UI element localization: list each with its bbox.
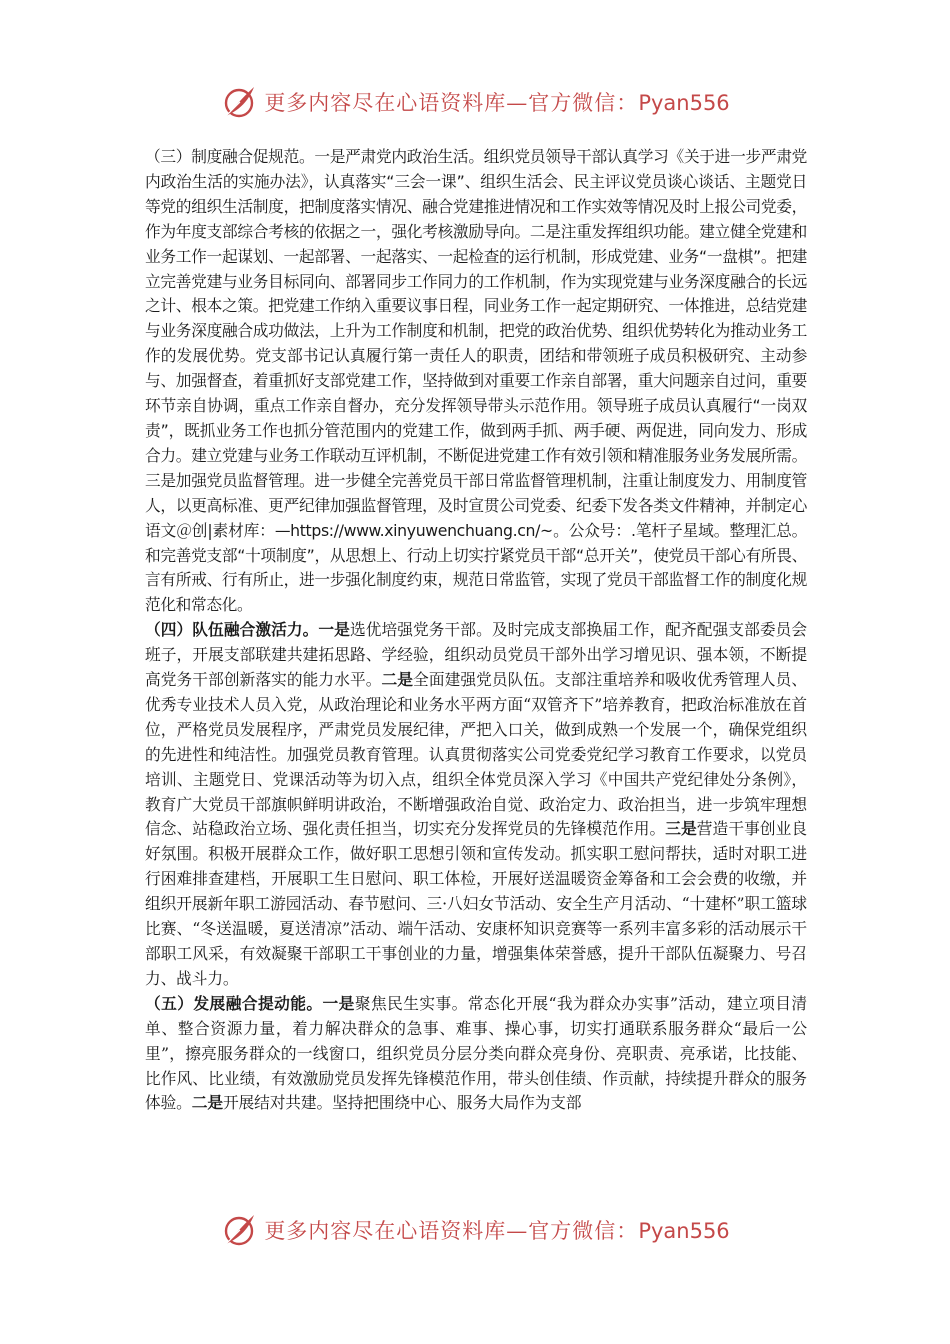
section-4-text-1: 选优培强党务干部。及时完成支部换届工作，配齐配强支部委员会班子，开展支部联建共建拓思路、学经验，组织动员党员干部外出学习增见识、强本领，不断提高党务干部创新落实的能力水平。: [145, 620, 807, 690]
keyword: 二是: [191, 1093, 223, 1113]
keyword: 三是: [665, 819, 697, 839]
wechat-id: Pyan556: [638, 1219, 730, 1243]
banner-text: 更多内容尽在心语资料库—官方微信：Pyan556: [264, 1219, 730, 1243]
document-body: [145, 145, 807, 1116]
section-4-paragraph: [145, 618, 807, 992]
section-5-text-2: 开展结对共建。坚持把围绕中心、服务大局作为支部: [222, 1093, 582, 1113]
banner-text: 更多内容尽在心语资料库—官方微信：Pyan556: [264, 91, 730, 115]
wechat-id: Pyan556: [638, 91, 730, 115]
section-5-text-1: 聚焦民生实事。常态化开展“我为群众办实事”活动，建立项目清单、整合资源力量，着力解决群众的急事、难事、操心事，切实打通联系服务群众“最后一公里”，擦亮服务群众的一线窗口，组织党员分层分类向群众亮身份、亮职责、亮承诺，比技能、比作风、比业绩，有效激励党员发挥先锋模范作用，带头创佳绩、作贡献，持续提升群众的服务体验。: [145, 993, 807, 1113]
keyword: 二是: [381, 670, 414, 690]
section-5-paragraph: [145, 992, 807, 1117]
header-watermark-banner: [0, 80, 950, 124]
feather-quill-logo-icon: [220, 82, 260, 122]
section-4-heading: （四）队伍融合激活力。: [145, 620, 319, 640]
keyword: 一是: [318, 620, 350, 640]
footer-watermark-banner: [0, 1208, 950, 1252]
section-5-heading: （五）发展融合提动能。: [145, 993, 323, 1013]
section-4-text-2: 全面建强党员队伍。支部注重培养和吸收优秀管理人员、优秀专业技术人员入党，从政治理论和业务水平两方面“双管齐下”培养教育，把政治标准放在首位，严格党员发展程序，严肃党员发展纪律，严把入口关，做到成熟一个发展一个，确保党组织的先进性和纯洁性。加强党员教育管理。认真贯彻落实公司党委党纪学习教育工作要求，以党员培训、主题党日、党课活动等为切入点，组织全体党员深入学习《中国共产党纪律处分条例》，教育广大党员干部旗帜鲜明讲政治，不断增强政治自觉、政治定力、政治担当，进一步筑牢理想信念、站稳政治立场、强化责任担当，切实充分发挥党员的先锋模范作用。: [145, 670, 808, 839]
section-3-paragraph: （三）制度融合促规范。一是严肃党内政治生活。组织党员领导干部认真学习《关于进一步严肃党内政治生活的实施办法》，认真落实“三会一课”、组织生活会、民主评议党员谈心谈话、主题党日等党的组织生活制度，把制度落实情况、融合党建推进情况和工作实效等情况及时上报公司党委，作为年度支部综合考核的依据之一，强化考核激励导向。二是注重发挥组织功能。建立健全党建和业务工作一起谋划、一起部署、一起落实、一起检查的运行机制，形成党建、业务“一盘棋”。把建立完善党建与业务目标同向、部署同步工作同力的工作机制，作为实现党建与业务深度融合的长远之计、根本之策。把党建工作纳入重要议事日程，同业务工作一起定期研究、一体推进，总结党建与业务深度融合成功做法，上升为工作制度和机制，把党的政治优势、组织优势转化为推动业务工作的发展优势。党支部书记认真履行第一责任人的职责，团结和带领班子成员积极研究、主动参与、加强督查，着重抓好支部党建工作，坚持做到对重要工作亲自部署，重大问题亲自过问，重要环节亲自协调，重点工作亲自督办，充分发挥领导带头示范作用。领导班子成员认真履行“一岗双责”，既抓业务工作也抓分管范围内的党建工作，做到两手抓、两手硬、两促进，同向发力、形成合力。建立党建与业务工作联动互评机制，不断促进党建工作有效引领和精准服务业务发展所需。三是加强党员监督管理。进一步健全完善党员干部日常监督管理机制，注重让制度发力、用制度管人，以更高标准、更严纪律加强监督管理，及时宣贯公司党委、纪委下发各类文件精神，并制定心语文＠创|素材库：—https://www.xinyuwenchuang.cn/~。公众号：.笔杆子星域。整理汇总。和完善党支部“十项制度”，从思想上、行动上切实拧紧党员干部“总开关”，使党员干部心有所畏、言有所戒、行有所止，进一步强化制度约束，规范日常监管，实现了党员干部监督工作的制度化规范化和常态化。: [145, 147, 807, 615]
keyword: 一是: [322, 993, 355, 1013]
section-4-text-3: 营造干事创业良好氛围。积极开展群众工作，做好职工思想引领和宣传发动。抓实职工慰问帮扶，适时对职工进行困难排查建档，开展职工生日慰问、职工体检，开展好送温暖资金筹备和工会会费的收缴，并组织开展新年职工游园活动、春节慰问、三·八妇女节活动、安全生产月活动、“十建杯”职工篮球比赛、“冬送温暖，夏送清凉”活动、端午活动、安康杯知识竞赛等一系列丰富多彩的活动展示干部职工风采，有效凝聚干部职工干事创业的力量，增强集体荣誉感，提升干部队伍凝聚力、号召力、战斗力。: [145, 819, 807, 988]
feather-quill-logo-icon: [220, 1210, 260, 1250]
